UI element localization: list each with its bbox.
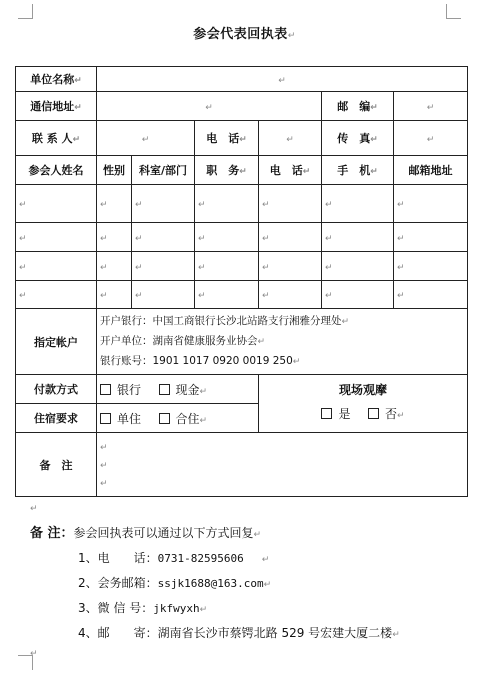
lodging-option-single[interactable]: 单住 <box>100 410 141 427</box>
attendee-cell[interactable]: ↵ <box>322 185 394 223</box>
attendee-cell[interactable]: ↵ <box>259 223 322 252</box>
header-mobile: 手 机↵ <box>322 156 394 185</box>
document-title <box>0 23 489 42</box>
title-text: 参会代表回执表 <box>193 27 288 42</box>
paragraph-mark: ↵ <box>287 31 296 41</box>
attendee-cell[interactable]: ↵ <box>322 252 394 281</box>
header-email: 邮箱地址 <box>394 156 468 185</box>
attendee-row <box>16 252 468 281</box>
account-number: 银行账号：1901 1017 0920 0019 250↵ <box>100 354 301 367</box>
attendee-cell[interactable]: ↵ <box>132 252 195 281</box>
checkbox[interactable] <box>321 408 332 419</box>
payment-label: 付款方式 <box>16 375 97 404</box>
fax-field[interactable]: ↵ <box>394 121 468 156</box>
checkbox[interactable] <box>368 408 379 419</box>
header-department: 科室/部门 <box>132 156 195 185</box>
payment-options <box>97 375 259 404</box>
attendee-row <box>16 185 468 223</box>
postcode-field[interactable]: ↵ <box>394 92 468 121</box>
contact-mail-line: 4、邮 寄：湖南省长沙市蔡锷北路 529 号宏建大厦二楼↵ <box>78 626 400 640</box>
attendee-cell[interactable]: ↵ <box>259 185 322 223</box>
attendee-cell[interactable]: ↵ <box>394 185 468 223</box>
row-address <box>16 92 468 121</box>
header-phone: 电 话↵ <box>259 156 322 185</box>
header-name: 参会人姓名 <box>16 156 97 185</box>
header-position: 职 务↵ <box>195 156 259 185</box>
attendee-cell[interactable]: ↵ <box>195 281 259 309</box>
attendee-cell[interactable]: ↵ <box>132 185 195 223</box>
notes-intro-line: 备 注：参会回执表可以通过以下方式回复↵ <box>30 526 262 541</box>
lodging-option-shared[interactable]: 合住↵ <box>159 410 208 427</box>
attendee-cell[interactable]: ↵ <box>16 281 97 309</box>
row-account <box>16 309 468 375</box>
page-corner-top-right <box>446 4 461 19</box>
row-payment <box>16 375 468 404</box>
bank-name: 开户银行：中国工商银行长沙北站路支行湘雅分理处↵ <box>100 314 350 327</box>
attendee-cell[interactable]: ↵ <box>259 281 322 309</box>
attendee-cell[interactable]: ↵ <box>97 281 132 309</box>
attendee-row <box>16 223 468 252</box>
unit-name-label: 单位名称↵ <box>16 67 97 92</box>
address-label: 通信地址↵ <box>16 92 97 121</box>
contact-field[interactable]: ↵ <box>97 121 195 156</box>
attendee-cell[interactable]: ↵ <box>195 223 259 252</box>
checkbox[interactable] <box>100 384 111 395</box>
payment-option-bank[interactable]: 银行 <box>100 381 141 398</box>
lodging-options <box>97 404 259 433</box>
attendee-header-row <box>16 156 468 185</box>
attendee-cell[interactable]: ↵ <box>322 223 394 252</box>
paragraph-mark: ↵ <box>30 504 38 514</box>
attendee-cell[interactable]: ↵ <box>394 223 468 252</box>
remarks-label: 备 注 <box>16 433 97 497</box>
attendee-cell[interactable]: ↵ <box>195 252 259 281</box>
attendee-cell[interactable]: ↵ <box>16 185 97 223</box>
lodging-label: 住宿要求 <box>16 404 97 433</box>
attendee-cell[interactable]: ↵ <box>132 223 195 252</box>
row-unit-name <box>16 67 468 92</box>
onsite-label: 现场观摩 <box>339 383 388 397</box>
address-field[interactable]: ↵ <box>97 92 322 121</box>
checkbox[interactable] <box>100 413 111 424</box>
account-holder: 开户单位：湖南省健康服务业协会↵ <box>100 334 266 347</box>
attendee-cell[interactable]: ↵ <box>322 281 394 309</box>
account-label: 指定帐户 <box>16 309 97 375</box>
header-gender: 性别 <box>97 156 132 185</box>
onsite-option-yes[interactable]: 是 <box>321 405 350 422</box>
paragraph-mark: ↵ <box>30 649 38 659</box>
attendee-cell[interactable]: ↵ <box>132 281 195 309</box>
attendee-cell[interactable]: ↵ <box>195 185 259 223</box>
attendee-cell[interactable]: ↵ <box>16 252 97 281</box>
contact-label: 联 系 人↵ <box>16 121 97 156</box>
page-corner-top-left <box>18 4 33 19</box>
email-link[interactable]: ssjk1688@163.com <box>157 577 264 590</box>
attendee-cell[interactable]: ↵ <box>394 252 468 281</box>
receipt-form-table <box>15 66 468 497</box>
attendee-row <box>16 281 468 309</box>
checkbox[interactable] <box>159 384 170 395</box>
phone-field[interactable]: ↵ <box>259 121 322 156</box>
attendee-cell[interactable]: ↵ <box>394 281 468 309</box>
attendee-cell[interactable]: ↵ <box>97 252 132 281</box>
onsite-options <box>262 405 464 422</box>
contact-email-line: 2、会务邮箱：ssjk1688@163.com↵ <box>78 576 272 590</box>
onsite-visit <box>259 375 468 433</box>
postcode-label: 邮 编↵ <box>322 92 394 121</box>
attendee-cell[interactable]: ↵ <box>16 223 97 252</box>
unit-name-field[interactable]: ↵ <box>97 67 468 92</box>
fax-label: 传 真↵ <box>322 121 394 156</box>
attendee-cell[interactable]: ↵ <box>97 185 132 223</box>
contact-phone-line: 1、电 话：0731-82595606 ↵ <box>78 551 270 565</box>
row-contact <box>16 121 468 156</box>
account-details <box>97 309 468 375</box>
onsite-option-no[interactable]: 否↵ <box>368 405 405 422</box>
contact-wechat-line: 3、微 信 号：jkfwyxh↵ <box>78 601 208 615</box>
attendee-cell[interactable]: ↵ <box>97 223 132 252</box>
row-remarks <box>16 433 468 497</box>
notes-intro: 参会回执表可以通过以下方式回复 <box>73 526 254 540</box>
checkbox[interactable] <box>159 413 170 424</box>
phone-label: 电 话↵ <box>195 121 259 156</box>
notes-heading: 备 注： <box>30 526 74 541</box>
payment-option-cash[interactable]: 现金↵ <box>159 381 208 398</box>
remarks-field[interactable]: ↵ ↵ ↵ <box>97 433 468 497</box>
attendee-cell[interactable]: ↵ <box>259 252 322 281</box>
